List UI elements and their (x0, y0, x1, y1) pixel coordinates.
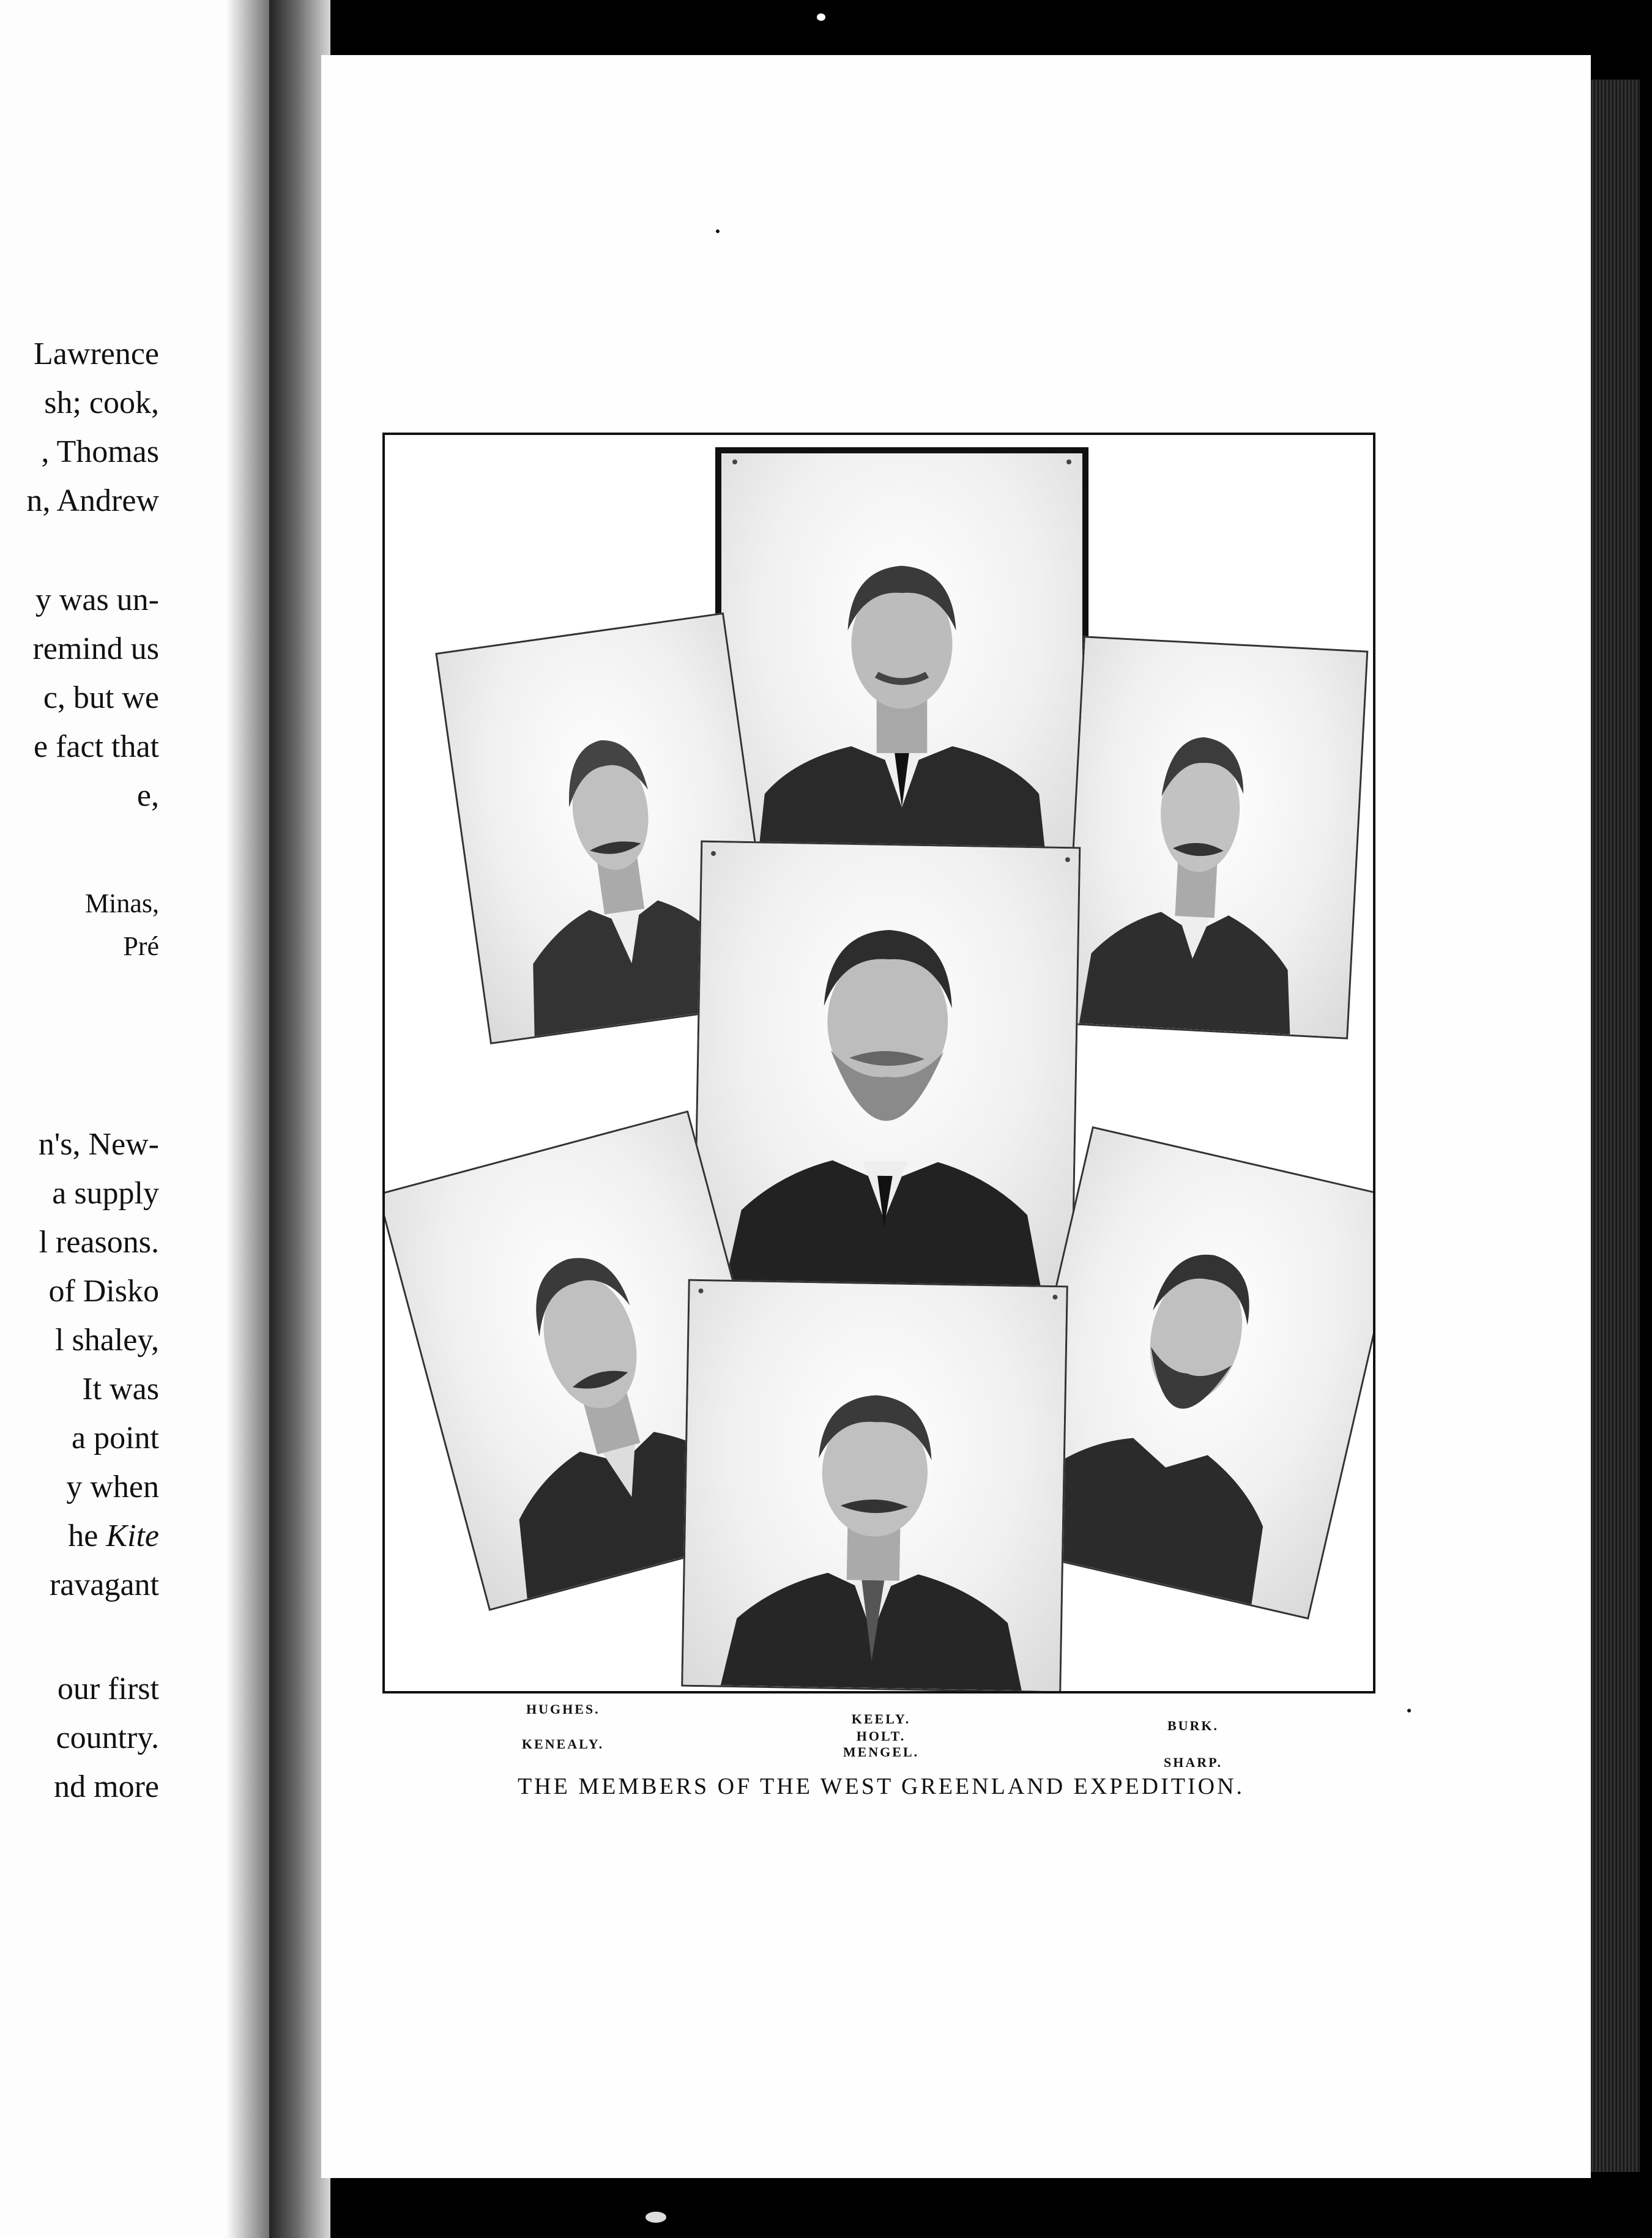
text-line: a supply (52, 1176, 159, 1211)
scan-speck (817, 13, 825, 21)
text-line: country. (56, 1720, 159, 1755)
card-pin (1066, 459, 1071, 464)
text-line (68, 1520, 159, 1552)
label-kenealy: KENEALY. (521, 1736, 605, 1752)
text-line: It was (82, 1372, 159, 1407)
card-pin (698, 1288, 703, 1293)
text-line: y was un- (35, 582, 159, 617)
text-line: e, (136, 778, 159, 813)
label-holt: HOLT. (856, 1728, 906, 1744)
page-edge (1591, 80, 1640, 2172)
label-burk: BURK. (1167, 1718, 1219, 1733)
plate-caption: THE MEMBERS OF THE WEST GREENLAND EXPEDITION. (517, 1774, 1245, 1799)
label-hughes: HUGHES. (526, 1701, 600, 1717)
card-pin (1065, 857, 1070, 862)
portrait-card (715, 447, 1088, 868)
text-line: n, Andrew (26, 483, 159, 518)
portrait-card (693, 841, 1081, 1292)
portrait-silhouette (695, 842, 1079, 1290)
scan-speck (646, 2212, 666, 2223)
text-line: nd more (54, 1769, 159, 1804)
text-line: ravagant (49, 1567, 159, 1602)
card-pin (732, 459, 737, 464)
text-line: our first (57, 1671, 159, 1706)
photo-plate (382, 433, 1375, 1693)
text-line: n's, New- (38, 1127, 159, 1162)
text-line: c, but we (43, 680, 159, 715)
text-line: a point (72, 1421, 159, 1455)
scan-speck (716, 229, 720, 233)
label-keely: KEELY. (851, 1711, 911, 1727)
portrait-card (1063, 636, 1369, 1039)
portrait-card (681, 1279, 1068, 1693)
text-line: e fact that (34, 729, 159, 764)
ship-name: Kite (106, 1519, 159, 1553)
text-line: l shaley, (55, 1323, 159, 1358)
portrait-silhouette (1065, 638, 1366, 1037)
label-sharp: SHARP. (1163, 1755, 1223, 1770)
text-line: Lawrence (34, 336, 159, 371)
portrait-silhouette (721, 453, 1082, 862)
text-line: , Thomas (41, 434, 159, 469)
text-line: remind us (32, 631, 159, 666)
text-line: Minas, (85, 888, 159, 918)
text-line: Pré (123, 931, 159, 961)
label-mengel: MENGEL. (843, 1744, 920, 1760)
left-page (0, 0, 270, 2238)
portrait-silhouette (683, 1281, 1066, 1692)
text-line: y when (66, 1470, 159, 1504)
scan-speck (1407, 1709, 1411, 1712)
text-line: of Disko (48, 1274, 159, 1309)
text-fragment: he (68, 1519, 99, 1553)
text-line: l reasons. (39, 1225, 159, 1260)
text-line: sh; cook, (44, 385, 159, 420)
